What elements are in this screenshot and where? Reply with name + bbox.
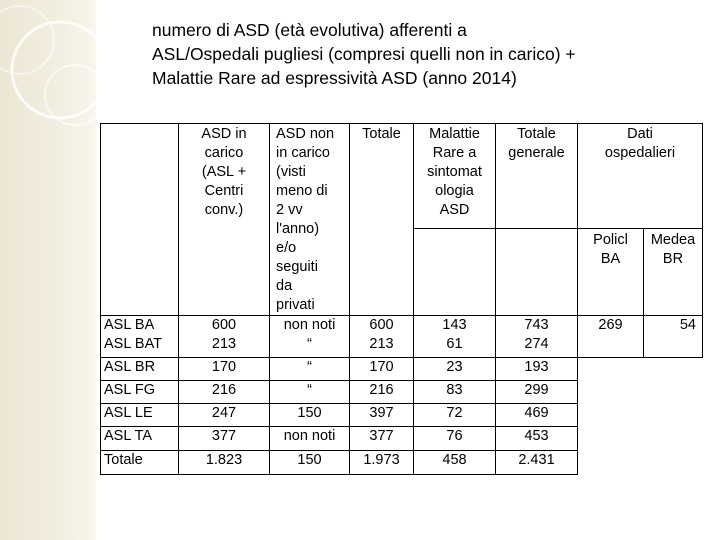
header-medea-br: Medea BR	[644, 229, 703, 316]
row-label: ASL TA	[101, 427, 179, 451]
header-policl-ba: Policl BA	[578, 229, 644, 316]
cell-non-in-carico: 150	[270, 404, 350, 427]
header-totale-generale: Totale generale	[496, 124, 578, 229]
cell-in-carico: 1.823	[179, 451, 270, 475]
cell-policl-ba: 269	[578, 316, 644, 358]
cell-malattie: 458	[414, 451, 496, 475]
row-label: Totale	[101, 451, 179, 475]
empty-area	[578, 358, 703, 475]
asd-data-table	[100, 123, 703, 475]
cell-malattie: 83	[414, 381, 496, 404]
cell-in-carico: 170	[179, 358, 270, 381]
cell-generale: 469	[496, 404, 578, 427]
cell-in-carico: 600 213	[179, 316, 270, 358]
cell-generale: 743 274	[496, 316, 578, 358]
cell-malattie: 76	[414, 427, 496, 451]
cell-malattie: 72	[414, 404, 496, 427]
cell-totale: 1.973	[350, 451, 414, 475]
title-line-2: ASL/Ospedali pugliesi (compresi quelli non in carico) +	[152, 44, 576, 64]
cell-in-carico: 216	[179, 381, 270, 404]
header-dati-ospedalieri: Dati ospedalieri	[578, 124, 703, 229]
cell-non-in-carico: “	[270, 358, 350, 381]
row-label-asl-ba-bat: ASL BA ASL BAT	[101, 316, 179, 358]
header-empty	[101, 124, 179, 316]
cell-generale: 2.431	[496, 451, 578, 475]
title-line-1: numero di ASD (età evolutiva) afferenti a	[152, 20, 467, 40]
header-malattie-spacer	[414, 229, 496, 316]
cell-totale: 216	[350, 381, 414, 404]
cell-generale: 299	[496, 381, 578, 404]
header-malattie-rare: Malattie Rare a sintomat ologia ASD	[414, 124, 496, 229]
row-label: ASL LE	[101, 404, 179, 427]
cell-totale: 397	[350, 404, 414, 427]
header-generale-spacer	[496, 229, 578, 316]
header-asd-non-in-carico: ASD non in carico (visti meno di 2 vv l'anno) e/o seguiti da privati	[270, 124, 350, 316]
cell-non-in-carico: 150	[270, 451, 350, 475]
header-asd-in-carico: ASD in carico (ASL + Centri conv.)	[179, 124, 270, 316]
cell-non-in-carico: non noti “	[270, 316, 350, 358]
row-label: ASL FG	[101, 381, 179, 404]
cell-malattie: 23	[414, 358, 496, 381]
cell-malattie: 143 61	[414, 316, 496, 358]
cell-non-in-carico: non noti	[270, 427, 350, 451]
decorative-side-band	[0, 0, 96, 540]
cell-totale: 600 213	[350, 316, 414, 358]
cell-totale: 377	[350, 427, 414, 451]
page-title	[152, 18, 712, 90]
cell-generale: 453	[496, 427, 578, 451]
header-totale: Totale	[350, 124, 414, 316]
cell-generale: 193	[496, 358, 578, 381]
table-row	[101, 358, 703, 381]
title-line-3: Malattie Rare ad espressività ASD (anno 2014)	[152, 68, 517, 88]
decorative-circles	[0, 0, 96, 540]
cell-medea-br: 54	[644, 316, 703, 358]
row-label: ASL BR	[101, 358, 179, 381]
cell-in-carico: 247	[179, 404, 270, 427]
cell-totale: 170	[350, 358, 414, 381]
table-row	[101, 316, 703, 358]
cell-in-carico: 377	[179, 427, 270, 451]
cell-non-in-carico: “	[270, 381, 350, 404]
